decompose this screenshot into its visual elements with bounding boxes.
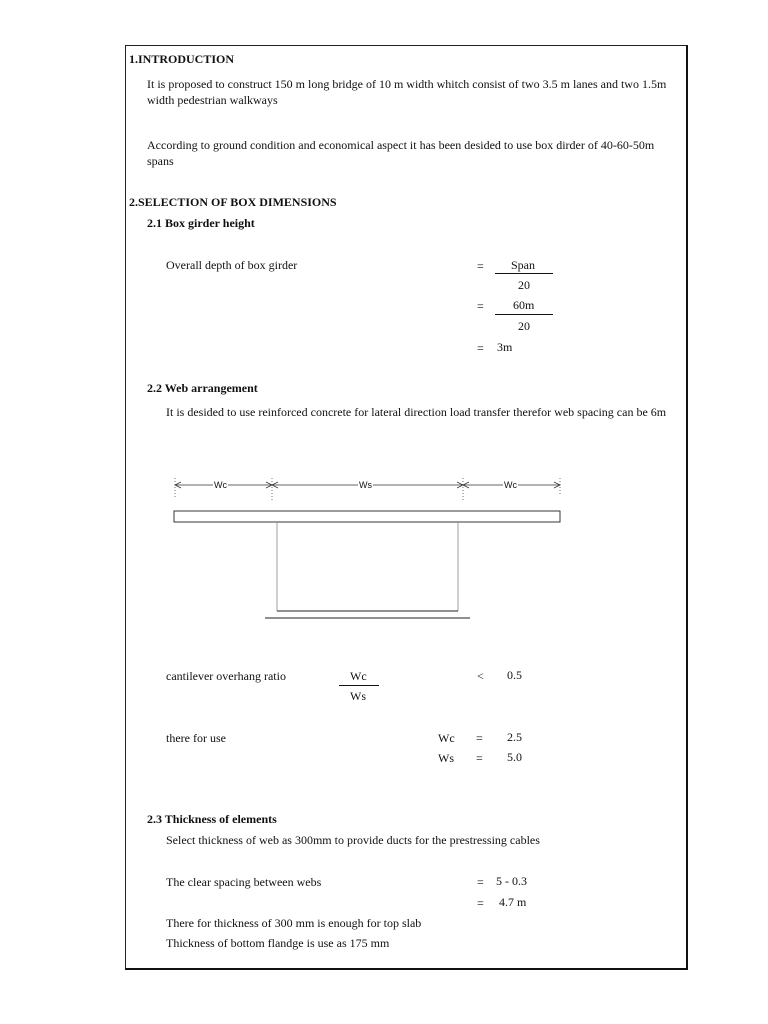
spacing-result: 4.7 m <box>499 895 527 909</box>
ratio-bar <box>339 685 379 686</box>
ratio-label: cantilever overhang ratio <box>166 669 286 683</box>
bottom-flange-text: Thickness of bottom flandge is use as 175 mm <box>166 936 390 950</box>
ws-value: 5.0 <box>507 750 522 764</box>
equals-sign: = <box>476 751 483 765</box>
fraction-1-denominator: 20 <box>518 278 530 292</box>
spacing-label: The clear spacing between webs <box>166 875 322 889</box>
wc-value: 2.5 <box>507 730 522 744</box>
equals-sign: = <box>477 259 484 273</box>
dim-label-wc-right: Wc <box>504 480 517 490</box>
depth-label: Overall depth of box girder <box>166 258 298 272</box>
dim-label-wc-left: Wc <box>214 480 227 490</box>
dim-label-ws: Ws <box>359 480 372 490</box>
web-arrangement-paragraph: It is desided to use reinforced concrete for lateral direction load transfer therefor web spacing can be 6m <box>166 405 667 419</box>
spacing-expression: 5 - 0.3 <box>496 874 527 888</box>
subsection-2-2-heading: 2.2 Web arrangement <box>147 381 258 395</box>
section-1-heading: 1.INTRODUCTION <box>129 52 235 66</box>
fraction-1-numerator: Span <box>511 258 535 272</box>
web-thickness-text: Select thickness of web as 300mm to provide ducts for the prestressing cables <box>166 833 540 847</box>
top-flange <box>174 511 560 522</box>
intro-paragraph-2: According to ground condition and economical aspect it has been desided to use box dirder of 40-60-50m spans <box>147 138 655 168</box>
subsection-2-3-heading: 2.3 Thickness of elements <box>147 812 277 826</box>
ratio-denominator: Ws <box>350 689 366 703</box>
use-label: there for use <box>166 731 226 745</box>
equals-sign: = <box>477 341 484 355</box>
box-girder-cross-section <box>160 470 580 630</box>
fraction-2-numerator: 60m <box>513 298 535 312</box>
top-slab-text: There for thickness of 300 mm is enough for top slab <box>166 916 422 930</box>
less-than-sign: < <box>477 669 484 683</box>
ratio-limit: 0.5 <box>507 668 522 682</box>
equals-sign: = <box>477 299 484 313</box>
equals-sign: = <box>476 731 483 745</box>
ws-name: Ws <box>438 751 454 765</box>
fraction-2-denominator: 20 <box>518 319 530 333</box>
intro-paragraph-1: It is proposed to construct 150 m long bridge of 10 m width whitch consist of two 3.5 m lanes and two 1.5m width pedestrian walkways <box>147 77 667 107</box>
fraction-1-bar <box>495 273 553 274</box>
subsection-2-1-heading: 2.1 Box girder height <box>147 216 255 230</box>
ratio-numerator: Wc <box>350 669 367 683</box>
equals-sign: = <box>477 896 484 910</box>
depth-result: 3m <box>497 340 513 354</box>
section-2-heading: 2.SELECTION OF BOX DIMENSIONS <box>129 195 337 209</box>
equals-sign: = <box>477 875 484 889</box>
wc-name: Wc <box>438 731 455 745</box>
fraction-2-bar <box>495 314 553 315</box>
